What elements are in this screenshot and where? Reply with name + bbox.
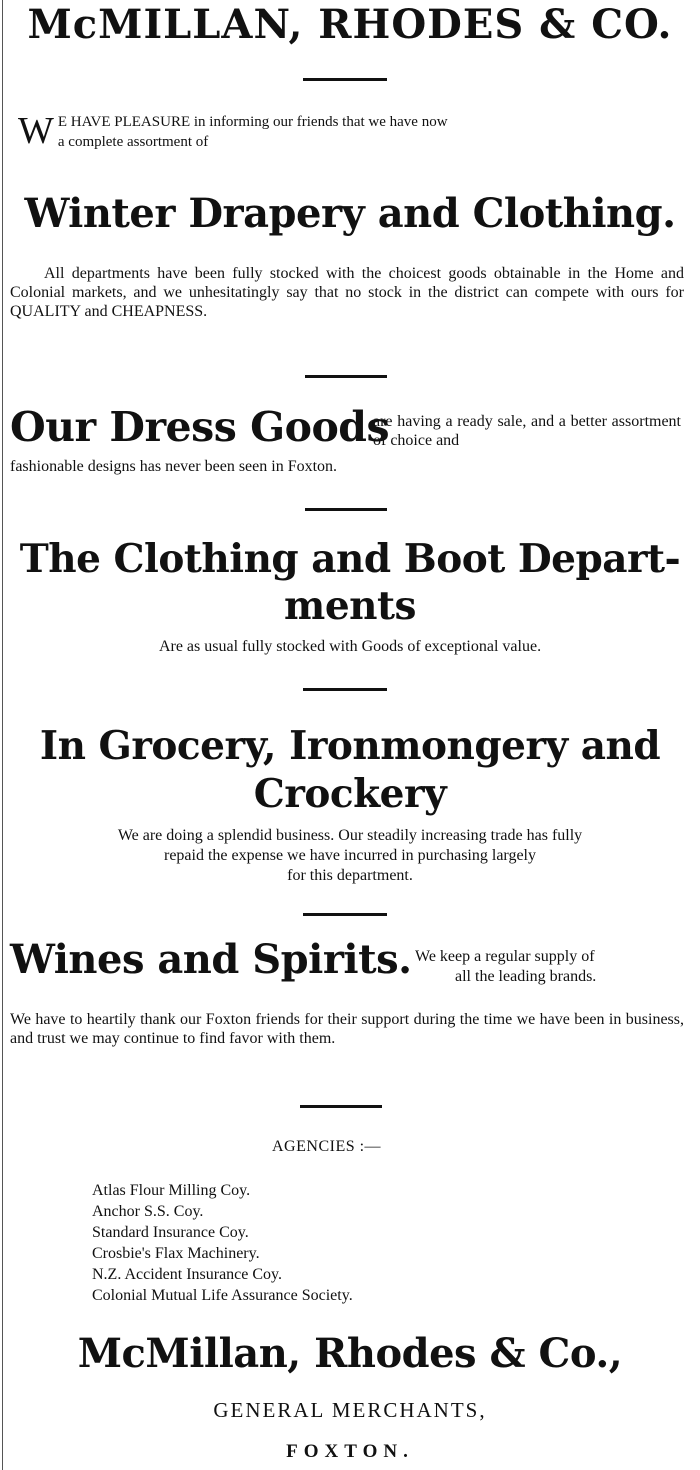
intro-paragraph [18,112,686,152]
agency-item: Crosbie's Flax Machinery. [92,1245,260,1262]
dress-heading: Our Dress Goods [10,403,390,451]
divider-4 [303,688,387,691]
grocery-body-line-2: repaid the expense we have incurred in purchasing largely [164,847,536,864]
agency-item: Standard Insurance Coy. [92,1224,249,1241]
grocery-body-line-3: for this department. [287,867,413,884]
masthead: McMILLAN, RHODES & CO. [27,1,673,48]
footer-firm-name: McMillan, Rhodes & Co., [77,1330,623,1377]
footer-subtitle: GENERAL MERCHANTS, [213,1398,487,1422]
divider-5 [303,913,387,916]
winter-heading: Winter Drapery and Clothing. [24,190,676,237]
wines-side-line-2: all the leading brands. [455,968,597,985]
footer-town: FOXTON. [286,1441,414,1462]
wines-side-line-1: We keep a regular supply of [415,948,595,965]
grocery-body-line-1: We are doing a splendid business. Our steadily increasing trade has fully [117,827,583,844]
divider-2 [305,375,387,378]
grocery-heading-line-1: In Grocery, Ironmongery and [39,723,661,769]
wines-body: We have to heartily thank our Foxton friends for their support during the time we have been in business, and trust we may continue to find favor with them. [10,1011,684,1047]
intro-line-2: a complete assortment of [57,134,209,150]
drop-cap: W [18,110,54,152]
dress-continued: fashionable designs has never been seen in Foxton. [10,458,338,475]
divider-6 [300,1105,382,1108]
grocery-heading-line-2: Crockery [253,771,447,817]
agency-item: Colonial Mutual Life Assurance Society. [92,1287,353,1304]
clothing-heading-line-2: ments [284,583,416,629]
agency-item: Atlas Flour Milling Coy. [92,1182,251,1199]
agency-item: N.Z. Accident Insurance Coy. [92,1266,283,1283]
intro-line-1: E HAVE PLEASURE in informing our friends that we have now [57,114,448,130]
wines-heading: Wines and Spirits. [10,936,412,983]
clothing-body: Are as usual fully stocked with Goods of exceptional value. [158,638,542,655]
agencies-heading: AGENCIES :— [272,1138,382,1155]
agencies-list [92,1180,353,1306]
clothing-heading-line-1: The Clothing and Boot Depart- [19,536,681,582]
divider-1 [303,78,387,81]
agency-item: Anchor S.S. Coy. [92,1203,204,1220]
divider-3 [305,508,387,511]
dress-side-text: are having a ready sale, and a better assortment of choice and [373,413,681,449]
winter-body: All departments have been fully stocked with the choicest goods obtainable in the Home and Colonial markets, and we unhesitatingly say that no stock in the district can compete with ours for QUALITY and CHEAPNESS. [10,265,684,320]
